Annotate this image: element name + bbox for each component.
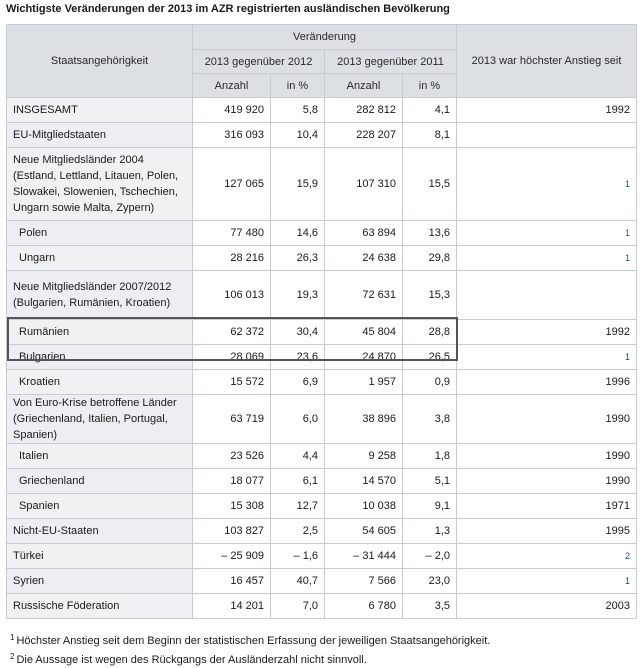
count-2013-2012: 16 457 — [193, 569, 271, 594]
percent-2013-2012: 10,4 — [271, 123, 325, 148]
table-row — [7, 444, 637, 469]
table-row — [7, 320, 637, 345]
table-row — [7, 494, 637, 519]
highest-since — [457, 345, 637, 370]
data-table — [6, 24, 637, 619]
row-label: Neue Mitgliedsländer 2004 (Estland, Lettland, Litauen, Polen, Slowakei, Slowenien, Tschechien, Ungarn sowie Malta, Zypern) — [7, 148, 193, 221]
footnote-text: Die Aussage ist wegen des Rückgangs der Ausländerzahl nicht sinnvoll. — [16, 654, 367, 666]
table-row — [7, 569, 637, 594]
header-2013-vs-2012: 2013 gegenüber 2012 — [193, 50, 325, 74]
footnotes — [10, 630, 490, 668]
footnote-ref: 2 — [624, 551, 630, 561]
highest-since: 1990 — [457, 444, 637, 469]
percent-2013-2012: 14,6 — [271, 221, 325, 246]
row-label: Kroatien — [7, 370, 193, 395]
highest-since: 1995 — [457, 519, 637, 544]
footnote — [10, 630, 490, 649]
highest-since: 1990 — [457, 395, 637, 444]
footnote-number: 2 — [10, 652, 15, 661]
header-highest-since: 2013 war höchster Anstieg seit — [457, 25, 637, 98]
percent-2013-2011: 3,5 — [403, 594, 457, 619]
percent-2013-2012: 40,7 — [271, 569, 325, 594]
header-nationality: Staatsangehörigkeit — [7, 25, 193, 98]
count-2013-2012: 127 065 — [193, 148, 271, 221]
highest-since — [457, 221, 637, 246]
percent-2013-2011: 28,8 — [403, 320, 457, 345]
percent-2013-2011: 29,8 — [403, 246, 457, 271]
percent-2013-2012: 12,7 — [271, 494, 325, 519]
count-2013-2012: 14 201 — [193, 594, 271, 619]
percent-2013-2011: 4,1 — [403, 98, 457, 123]
table-row — [7, 246, 637, 271]
row-label: Neue Mitgliedsländer 2007/2012 (Bulgarien, Rumänien, Kroatien) — [7, 271, 193, 320]
percent-2013-2012: 23,6 — [271, 345, 325, 370]
row-label: Türkei — [7, 544, 193, 569]
percent-2013-2011: 3,8 — [403, 395, 457, 444]
data-table-container — [6, 24, 636, 619]
percent-2013-2012: 6,9 — [271, 370, 325, 395]
row-label: EU-Mitgliedstaaten — [7, 123, 193, 148]
header-change: Veränderung — [193, 25, 457, 50]
highest-since — [457, 246, 637, 271]
percent-2013-2012: 15,9 — [271, 148, 325, 221]
count-2013-2011: 24 870 — [325, 345, 403, 370]
count-2013-2011: 14 570 — [325, 469, 403, 494]
percent-2013-2012: 2,5 — [271, 519, 325, 544]
percent-2013-2012: 6,0 — [271, 395, 325, 444]
count-2013-2011: 63 894 — [325, 221, 403, 246]
highest-since — [457, 123, 637, 148]
count-2013-2012: 23 526 — [193, 444, 271, 469]
count-2013-2012: 63 719 — [193, 395, 271, 444]
row-label: Ungarn — [7, 246, 193, 271]
percent-2013-2011: 9,1 — [403, 494, 457, 519]
page-title: Wichtigste Veränderungen der 2013 im AZR registrierten ausländischen Bevölkerung — [6, 3, 450, 15]
header-percent: in % — [271, 74, 325, 98]
table-row — [7, 148, 637, 221]
count-2013-2012: – 25 909 — [193, 544, 271, 569]
count-2013-2012: 28 069 — [193, 345, 271, 370]
row-label: Bulgarien — [7, 345, 193, 370]
count-2013-2011: 9 258 — [325, 444, 403, 469]
count-2013-2011: 72 631 — [325, 271, 403, 320]
table-row — [7, 221, 637, 246]
row-label: Syrien — [7, 569, 193, 594]
count-2013-2011: 38 896 — [325, 395, 403, 444]
count-2013-2011: 7 566 — [325, 569, 403, 594]
count-2013-2011: 6 780 — [325, 594, 403, 619]
row-label: Von Euro-Krise betroffene Länder (Griechenland, Italien, Portugal, Spanien) — [7, 395, 193, 444]
footnote-ref: 1 — [624, 253, 630, 263]
header-count: Anzahl — [193, 74, 271, 98]
count-2013-2011: 282 812 — [325, 98, 403, 123]
count-2013-2012: 62 372 — [193, 320, 271, 345]
percent-2013-2011: 23,0 — [403, 569, 457, 594]
table-row — [7, 544, 637, 569]
footnote — [10, 649, 490, 668]
percent-2013-2012: 19,3 — [271, 271, 325, 320]
table-row — [7, 370, 637, 395]
count-2013-2012: 28 216 — [193, 246, 271, 271]
highest-since — [457, 271, 637, 320]
count-2013-2011: 228 207 — [325, 123, 403, 148]
row-label: Italien — [7, 444, 193, 469]
percent-2013-2011: 1,8 — [403, 444, 457, 469]
highest-since — [457, 544, 637, 569]
percent-2013-2011: 0,9 — [403, 370, 457, 395]
count-2013-2012: 103 827 — [193, 519, 271, 544]
count-2013-2012: 77 480 — [193, 221, 271, 246]
footnote-ref: 1 — [624, 179, 630, 189]
percent-2013-2011: 5,1 — [403, 469, 457, 494]
highest-since: 1990 — [457, 469, 637, 494]
table-row — [7, 98, 637, 123]
row-label: Nicht-EU-Staaten — [7, 519, 193, 544]
highest-since — [457, 569, 637, 594]
count-2013-2011: 1 957 — [325, 370, 403, 395]
table-row — [7, 519, 637, 544]
highest-since — [457, 148, 637, 221]
percent-2013-2011: 26,5 — [403, 345, 457, 370]
footnote-ref: 1 — [624, 576, 630, 586]
highest-since: 1992 — [457, 98, 637, 123]
table-row — [7, 594, 637, 619]
row-label: Polen — [7, 221, 193, 246]
row-label: Griechenland — [7, 469, 193, 494]
percent-2013-2011: 15,3 — [403, 271, 457, 320]
percent-2013-2012: – 1,6 — [271, 544, 325, 569]
percent-2013-2012: 26,3 — [271, 246, 325, 271]
percent-2013-2012: 6,1 — [271, 469, 325, 494]
header-2013-vs-2011: 2013 gegenüber 2011 — [325, 50, 457, 74]
count-2013-2012: 15 572 — [193, 370, 271, 395]
count-2013-2012: 316 093 — [193, 123, 271, 148]
percent-2013-2012: 5,8 — [271, 98, 325, 123]
highest-since: 1971 — [457, 494, 637, 519]
count-2013-2011: 107 310 — [325, 148, 403, 221]
percent-2013-2011: – 2,0 — [403, 544, 457, 569]
count-2013-2012: 15 308 — [193, 494, 271, 519]
percent-2013-2011: 8,1 — [403, 123, 457, 148]
percent-2013-2011: 15,5 — [403, 148, 457, 221]
count-2013-2011: 10 038 — [325, 494, 403, 519]
count-2013-2011: 54 605 — [325, 519, 403, 544]
footnote-number: 1 — [10, 633, 15, 642]
table-body — [7, 98, 637, 619]
header-count: Anzahl — [325, 74, 403, 98]
highest-since: 2003 — [457, 594, 637, 619]
footnote-ref: 1 — [624, 352, 630, 362]
percent-2013-2011: 13,6 — [403, 221, 457, 246]
count-2013-2012: 18 077 — [193, 469, 271, 494]
table-row — [7, 123, 637, 148]
table-row — [7, 395, 637, 444]
count-2013-2012: 419 920 — [193, 98, 271, 123]
count-2013-2011: – 31 444 — [325, 544, 403, 569]
footnote-ref: 1 — [624, 228, 630, 238]
row-label: Rumänien — [7, 320, 193, 345]
table-row — [7, 345, 637, 370]
header-percent: in % — [403, 74, 457, 98]
count-2013-2012: 106 013 — [193, 271, 271, 320]
highest-since: 1992 — [457, 320, 637, 345]
row-label: Russische Föderation — [7, 594, 193, 619]
count-2013-2011: 45 804 — [325, 320, 403, 345]
table-row — [7, 271, 637, 320]
highest-since: 1996 — [457, 370, 637, 395]
percent-2013-2011: 1,3 — [403, 519, 457, 544]
count-2013-2011: 24 638 — [325, 246, 403, 271]
percent-2013-2012: 4,4 — [271, 444, 325, 469]
footnote-text: Höchster Anstieg seit dem Beginn der statistischen Erfassung der jeweiligen Staatsangehörigkeit. — [16, 635, 491, 647]
row-label: INSGESAMT — [7, 98, 193, 123]
row-label: Spanien — [7, 494, 193, 519]
percent-2013-2012: 30,4 — [271, 320, 325, 345]
table-row — [7, 469, 637, 494]
percent-2013-2012: 7,0 — [271, 594, 325, 619]
